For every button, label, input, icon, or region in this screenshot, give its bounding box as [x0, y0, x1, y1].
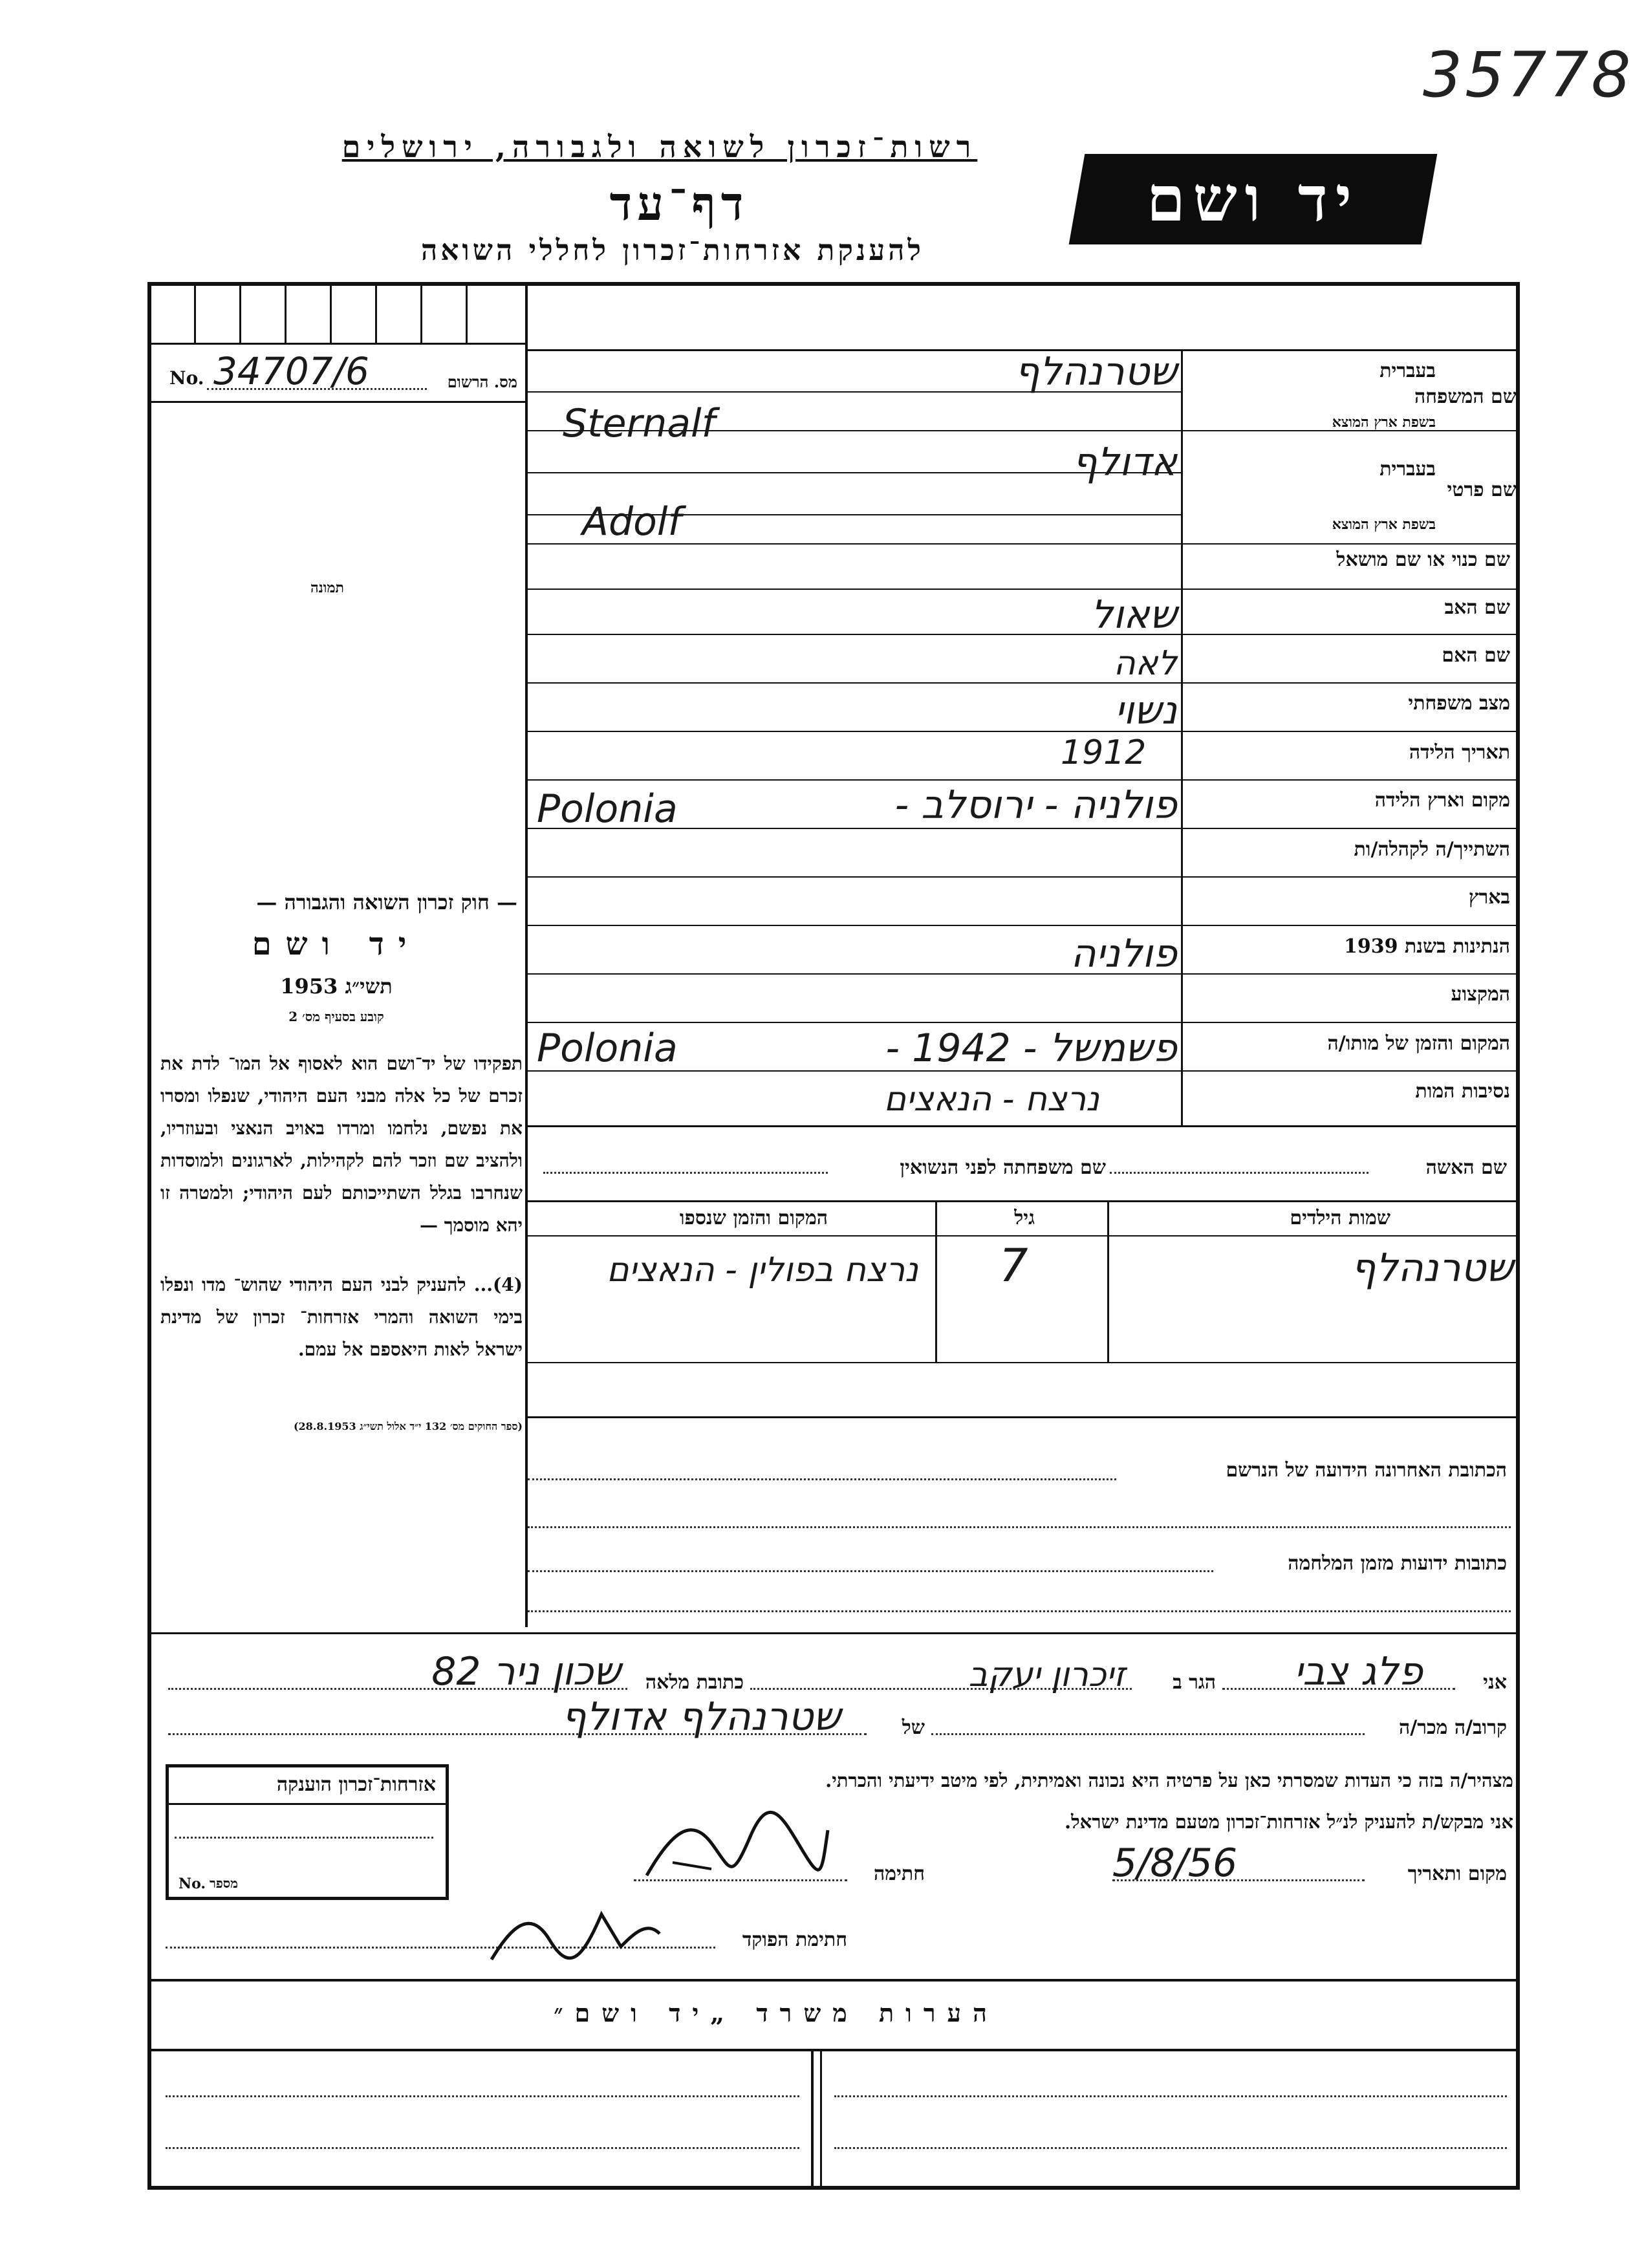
children-row-line [528, 1416, 1517, 1418]
relative-value[interactable]: שטרנהלף אדולף [561, 1694, 841, 1740]
citizenship-no-label: No. [178, 1875, 206, 1892]
photo-label: תמונה [310, 579, 344, 596]
family-name-hebrew-label: בעברית [1379, 360, 1436, 382]
wartime-address-dots-2 [528, 1610, 1511, 1612]
father-name-label: שם האב [1444, 596, 1510, 619]
top-grid-col [375, 282, 377, 343]
comments-header-line [147, 2049, 1519, 2051]
law-name: יד ושם [252, 926, 421, 962]
birth-place-latin-value[interactable]: Polonia [537, 786, 678, 832]
citizenship-1939-label: הנתינות בשנת 1939 [1343, 935, 1510, 958]
children-age-header: גיל [1014, 1207, 1035, 1229]
top-grid-col [239, 282, 241, 343]
row-line [528, 925, 1517, 926]
family-name-label: שם המשפחה [1414, 385, 1517, 408]
frame-left [147, 282, 151, 2190]
registration-label: מס. הרשום [447, 373, 517, 391]
last-address-dots [528, 1478, 1116, 1480]
top-grid-line [147, 401, 528, 403]
children-col-divider [1107, 1200, 1109, 1362]
comments-top-line [147, 1979, 1519, 1982]
relative-label: קרוב/ה מכר/ה [1399, 1716, 1507, 1739]
children-header-line [528, 1235, 1517, 1237]
death-circumstances-value[interactable]: נרצח - הנאצים [883, 1080, 1099, 1119]
first-name-label: שם פרטי [1447, 479, 1517, 501]
citizenship-1939-value[interactable]: פולניה [1070, 931, 1177, 977]
community-label: השתייך/ה לקהלה/ות [1354, 838, 1510, 861]
first-name-origin-value[interactable]: Adolf [582, 499, 682, 545]
row-line [528, 876, 1517, 878]
nickname-label: שם כנוי או שם מושאל [1336, 548, 1510, 571]
birth-date-label: תאריך הלידה [1409, 741, 1510, 764]
signature-label: חתימה [874, 1863, 925, 1885]
request-text: אני מבקש/ת להעניק לנ״ל אזרחות־זכרון מטעם מדינת ישראל. [1065, 1811, 1513, 1833]
in-country-label: בארץ [1468, 886, 1510, 909]
top-grid-col [420, 282, 422, 343]
wife-name-dots [1110, 1172, 1368, 1174]
mother-name-label: שם האם [1442, 644, 1510, 667]
frame-top [147, 282, 1520, 286]
registration-no-label: No. [169, 367, 204, 389]
declarant-signature [634, 1804, 841, 1895]
child-age-value[interactable]: 7 [999, 1239, 1028, 1292]
relative-dots [931, 1733, 1365, 1735]
law-footnote: (ספר החוקים מס׳ 132 י״ד אלול תשי״ג 28.8.1953) [293, 1420, 523, 1432]
row-line [528, 1125, 1517, 1127]
wife-name-label: שם האשה [1425, 1156, 1507, 1179]
citizenship-box-line [166, 1803, 449, 1805]
registration-number: 34707/6 [213, 349, 369, 393]
wife-maiden-name-label: שם משפחתה לפני הנשואין [900, 1156, 1106, 1179]
death-place-time-value[interactable]: פשמשל - 1942 - [885, 1026, 1177, 1071]
wife-row-line [528, 1200, 1517, 1202]
law-clause: קובע בסעיף מס׳ 2 [288, 1009, 384, 1024]
row-line [528, 682, 1517, 684]
death-place-latin-value[interactable]: Polonia [537, 1026, 678, 1071]
first-name-hebrew-label: בעברית [1379, 458, 1436, 481]
row-line [528, 634, 1517, 635]
authority-title: רשות־זכרון לשואה ולגבורה, ירושלים [341, 129, 978, 164]
children-place-header: המקום והזמן שנספו [679, 1207, 828, 1229]
death-place-time-label: המקום והזמן של מותו/ה [1327, 1032, 1510, 1055]
birth-place-value[interactable]: פולניה - ירוסלב - [894, 783, 1177, 828]
officer-signature [479, 1888, 673, 1972]
of-label: של [902, 1716, 925, 1739]
wartime-address-dots [528, 1570, 1213, 1572]
children-names-header: שמות הילדים [1290, 1207, 1390, 1229]
birth-place-label: מקום וארץ הלידה [1374, 789, 1510, 812]
top-grid-line [147, 343, 528, 345]
form-title: דף־עד [609, 176, 749, 231]
label-col-divider [1181, 349, 1183, 1125]
comments-line [166, 2147, 799, 2149]
family-name-hebrew-value[interactable]: שטרנהלף [1015, 349, 1177, 394]
comments-line [834, 2147, 1507, 2149]
family-name-origin-value[interactable]: Sternalf [563, 401, 715, 446]
law-title: — חוק זכרון השואה והגבורה — [256, 890, 517, 914]
profession-label: המקצוע [1451, 983, 1510, 1006]
yad-vashem-logo: יד ושם [1069, 154, 1438, 244]
comments-col-divider-2 [820, 2051, 822, 2187]
citizenship-box-title: אזרחות־זכרון הוענקה [276, 1773, 436, 1796]
place-date-value[interactable]: 5/8/56 [1112, 1841, 1238, 1886]
maiden-name-dots [543, 1172, 828, 1174]
last-address-dots-2 [528, 1526, 1511, 1528]
comments-line [166, 2095, 799, 2097]
child-place-value[interactable]: נרצח בפולין - הנאצים [607, 1251, 918, 1290]
form-subtitle: להענקת אזרחות־זכרון לחללי השואה [420, 234, 924, 267]
row-line [528, 779, 1517, 781]
birth-date-value[interactable]: 1912 [1061, 733, 1147, 772]
child-name-value[interactable]: שטרנהלף [1351, 1246, 1513, 1291]
law-text-2: (4)... להעניק לבני העם היהודי שהוש־ מדו ונפלו בימי השואה והמרי אזרחות־ זכרון של מדינת ישראל לאות היאספם אל עמם. [160, 1274, 523, 1360]
declarant-top-line [147, 1632, 1519, 1634]
last-known-address-label: הכתובת האחרונה הידועה של הנרשם [1226, 1459, 1507, 1482]
citizenship-box-dots [175, 1837, 433, 1839]
resides-label: הגר ב [1173, 1671, 1216, 1694]
first-name-hebrew-value[interactable]: אדולף [1072, 440, 1177, 485]
declarant-name-value[interactable]: פלג צבי [1293, 1649, 1423, 1694]
place-date-label: מקום ותאריך [1407, 1863, 1507, 1885]
full-address-label: כתובת מלאה [645, 1671, 744, 1694]
top-grid-col [285, 282, 287, 343]
top-grid-col [194, 282, 196, 343]
row-line [528, 731, 1517, 732]
mother-name-value[interactable]: לאה [1113, 644, 1177, 683]
marital-status-label: מצב משפחתי [1408, 692, 1510, 715]
first-name-origin-label: בשפת ארץ המוצא [1332, 516, 1436, 533]
comments-line [834, 2095, 1507, 2097]
death-circumstances-label: נסיבות המות [1415, 1080, 1510, 1103]
top-grid-col [330, 282, 332, 343]
frame-bottom [147, 2186, 1520, 2190]
row-line [528, 589, 1517, 590]
corner-number: 35778 [1423, 39, 1633, 111]
row-line [528, 1022, 1517, 1023]
address-value[interactable]: שכון ניר 82 [431, 1649, 621, 1694]
children-col-divider [935, 1200, 937, 1362]
top-grid-col [466, 282, 468, 343]
left-col-divider [525, 282, 528, 1627]
marital-status-value[interactable]: נשוי [1114, 688, 1177, 733]
citizenship-number-label: מספר [210, 1875, 238, 1891]
comments-title: הערות משרד „יד ושם״ [554, 1998, 999, 2027]
declaration-text: מצהיר/ה בזה כי העדות שמסרתי כאן על פרטיה היא נכונה ואמיתית, לפי מיטב ידיעתי והכרתי. [825, 1769, 1513, 1791]
father-name-value[interactable]: שאול [1090, 592, 1177, 638]
family-name-origin-label: בשפת ארץ המוצא [1332, 414, 1436, 431]
wartime-addresses-label: כתובות ידועות מזמן המלחמה [1288, 1552, 1507, 1575]
comments-col-divider [811, 2051, 814, 2187]
law-year: תשי״ג 1953 [280, 974, 393, 999]
declarant-i-label: אני [1483, 1671, 1507, 1694]
children-row-line [528, 1362, 1517, 1363]
city-value[interactable]: זיכרון יעקב [968, 1656, 1125, 1694]
officer-signature-label: חתימת הפוקד [742, 1928, 847, 1951]
law-text-1: תפקידו של יד־ושם הוא לאסוף אל המו־ לדת את זכרם של כל אלה מבני העם היהודי, שנפלו ומסרו את נפשם, נלחמו ומרדו באויב הנאצי ובעוזריו, ולהציב שם וזכר להם לקהילות, לארגונים ולמוסדות שנחרבו בגלל השתייכותם לעם היהודי; ולמטרה זו יהא מוסמך — [160, 1053, 523, 1236]
